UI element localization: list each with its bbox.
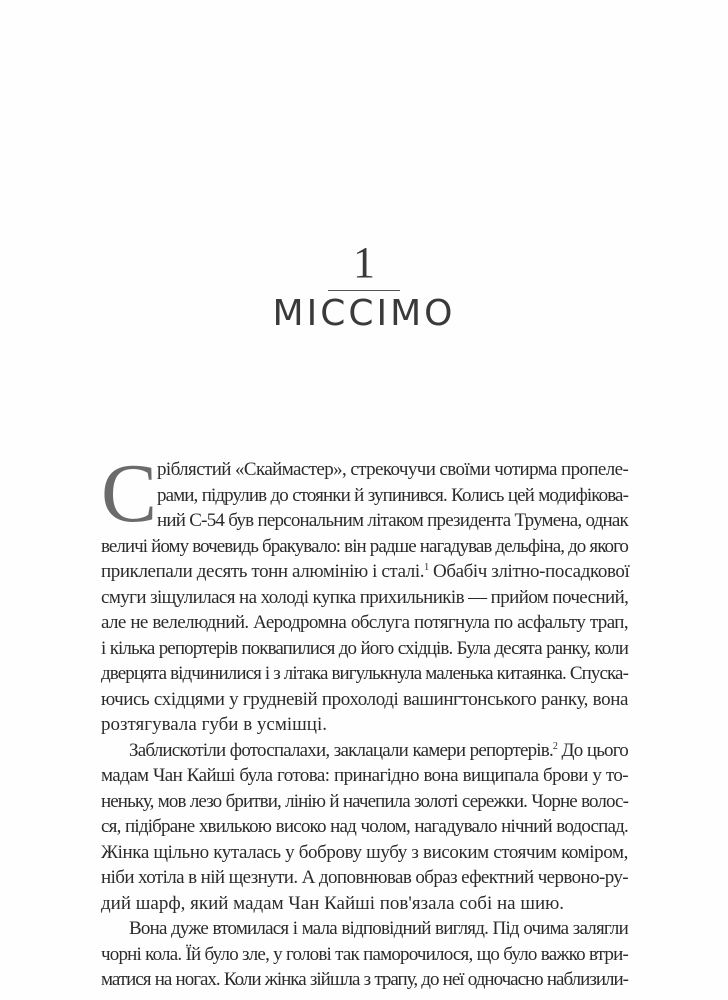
paragraph xyxy=(101,738,628,917)
text-line: неньку, мов лезо бритви, лінію й начепила золоті сережки. Чорне волос- xyxy=(101,790,628,812)
text-line xyxy=(101,534,628,560)
paragraph xyxy=(101,916,628,993)
footnote-marker[interactable]: 1 xyxy=(424,562,429,573)
body-text xyxy=(101,457,628,993)
text-line: дий шарф, який мадам Чан Кайші пов'язала собі на шию. xyxy=(101,892,565,914)
text-segment: Заблискотіли фотоспалахи, заклацали камери репортерів. xyxy=(129,739,553,761)
text-line: матися на ногах. Коли жінка зійшла з трапу, до неї одночасно наблизили- xyxy=(101,969,628,990)
text-line: мадам Чан Кайші була готова: принагідно вона вищипала брови у то- xyxy=(101,765,628,786)
text-line: ся, підібране хвилькою високо над чолом, нагадувало нічний водоспад. xyxy=(101,816,628,837)
chapter-divider xyxy=(328,290,400,291)
text-line: рами, підрулив до стоянки й зупинився. Колись цей модифікова- xyxy=(157,484,628,506)
text-line xyxy=(101,559,628,585)
text-segment: приклепали десять тонн алюмінію і сталі. xyxy=(101,561,425,582)
text-line: дверцята відчинилися і з літака вигулькнула маленька китаянка. Спуска- xyxy=(101,663,628,684)
text-line: ючись східцями у грудневій прохолоді вашингтонського ранку, вона xyxy=(101,688,628,710)
text-line xyxy=(101,636,628,662)
text-segment: величі йому вочевидь бракувало: він радше нагадував дельфіна, до якого xyxy=(101,535,628,557)
text-line: ріблястий «Скаймастер», стрекочучи своїми чотирма пропеле- xyxy=(157,459,629,480)
text-line: чорні кола. Їй було зле, у голові так паморочилося, що було важко втри- xyxy=(101,943,628,965)
drop-cap-letter: С xyxy=(101,447,158,540)
text-line: ніби хотіла в ній щезнути. А доповнював образ ефектний червоно-ру- xyxy=(101,867,628,888)
chapter-title: МІССІМО xyxy=(272,293,456,334)
footnote-marker[interactable]: 2 xyxy=(552,740,558,752)
text-line: розтягувала губи в усмішці. xyxy=(101,714,327,735)
text-line: Жінка щільно куталась у боброву шубу з високим стоячим коміром, xyxy=(101,841,628,863)
text-line: смуги зіщулилася на холоді купка прихильників — прийом почесний, xyxy=(101,586,629,608)
text-segment: До цього xyxy=(557,739,628,761)
text-segment: і кілька репортерів поквапилися до його східців. Була десята ранку, коли xyxy=(101,637,628,659)
text-line xyxy=(101,738,628,764)
text-line: але не велелюдний. Аеродромна обслуга потягнула по асфальту трап, xyxy=(101,612,628,633)
text-line: ний С-54 був персональним літаком президента Трумена, однак xyxy=(157,510,628,531)
chapter-number: 1 xyxy=(353,238,375,287)
text-segment: Обабіч злітно-посадкової xyxy=(428,561,630,582)
text-line: Вона дуже втомилася і мала відповідний вигляд. Під очима залягли xyxy=(129,918,628,939)
paragraph xyxy=(101,457,628,738)
